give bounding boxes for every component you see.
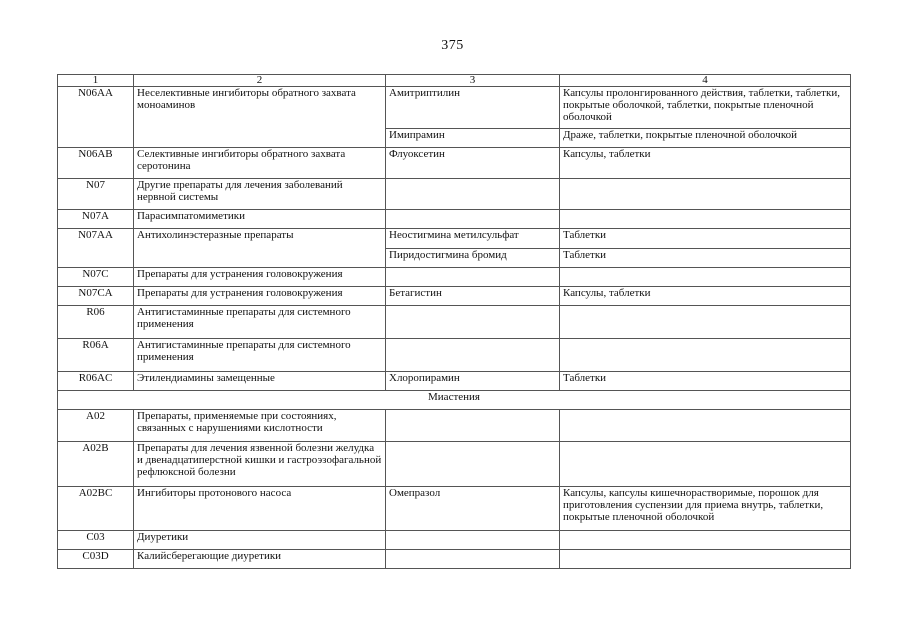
column-header: 1 bbox=[58, 75, 134, 87]
dosage-form-cell: Драже, таблетки, покрытые пленочной оболочкой bbox=[560, 129, 851, 148]
group-cell: Антихолинэстеразные препараты bbox=[134, 229, 386, 268]
table-row bbox=[58, 339, 851, 372]
dosage-form-cell bbox=[560, 531, 851, 550]
group-cell: Антигистаминные препараты для системного применения bbox=[134, 339, 386, 372]
dosage-form-cell bbox=[560, 268, 851, 287]
section-row bbox=[58, 391, 851, 410]
atc-code-cell: N07C bbox=[58, 268, 134, 287]
drug-table bbox=[57, 74, 851, 569]
dosage-form-cell bbox=[560, 179, 851, 210]
group-cell: Другие препараты для лечения заболеваний нервной системы bbox=[134, 179, 386, 210]
atc-code-cell: C03 bbox=[58, 531, 134, 550]
table-row bbox=[58, 148, 851, 179]
column-header: 3 bbox=[386, 75, 560, 87]
group-cell: Диуретики bbox=[134, 531, 386, 550]
table-row bbox=[58, 229, 851, 249]
dosage-form-cell: Капсулы пролонгированного действия, таблетки, таблетки, покрытые оболочкой, таблетки, покрытые пленочной оболочкой bbox=[560, 87, 851, 129]
atc-code-cell: R06 bbox=[58, 306, 134, 339]
drug-cell bbox=[386, 306, 560, 339]
group-cell: Препараты для устранения головокружения bbox=[134, 268, 386, 287]
drug-cell: Хлоропирамин bbox=[386, 372, 560, 391]
table-header-row bbox=[58, 75, 851, 87]
group-cell: Препараты, применяемые при состояниях, связанных с нарушениями кислотности bbox=[134, 410, 386, 442]
dosage-form-cell: Таблетки bbox=[560, 229, 851, 249]
table-row bbox=[58, 210, 851, 229]
table-row bbox=[58, 487, 851, 531]
atc-code-cell: A02B bbox=[58, 442, 134, 487]
dosage-form-cell bbox=[560, 210, 851, 229]
drug-cell bbox=[386, 210, 560, 229]
atc-code-cell: A02BC bbox=[58, 487, 134, 531]
atc-code-cell: N07AA bbox=[58, 229, 134, 268]
drug-cell: Бетагистин bbox=[386, 287, 560, 306]
atc-code-cell: R06AC bbox=[58, 372, 134, 391]
dosage-form-cell bbox=[560, 306, 851, 339]
drug-cell: Амитриптилин bbox=[386, 87, 560, 129]
page-number: 375 bbox=[441, 38, 464, 53]
drug-cell bbox=[386, 179, 560, 210]
group-cell: Этилендиамины замещенные bbox=[134, 372, 386, 391]
atc-code-cell: R06A bbox=[58, 339, 134, 372]
atc-code-cell: A02 bbox=[58, 410, 134, 442]
group-cell: Препараты для устранения головокружения bbox=[134, 287, 386, 306]
atc-code-cell: N07A bbox=[58, 210, 134, 229]
table-row bbox=[58, 87, 851, 129]
column-header: 4 bbox=[560, 75, 851, 87]
group-cell: Ингибиторы протонового насоса bbox=[134, 487, 386, 531]
drug-cell bbox=[386, 531, 560, 550]
table-row bbox=[58, 372, 851, 391]
atc-code-cell: N06AA bbox=[58, 87, 134, 148]
drug-cell bbox=[386, 410, 560, 442]
group-cell: Неселективные ингибиторы обратного захвата моноаминов bbox=[134, 87, 386, 148]
dosage-form-cell: Капсулы, капсулы кишечнорастворимые, порошок для приготовления суспензии для приема внутрь, таблетки, покрытые пленочной оболочкой bbox=[560, 487, 851, 531]
dosage-form-cell: Таблетки bbox=[560, 249, 851, 268]
dosage-form-cell bbox=[560, 442, 851, 487]
drug-cell: Пиридостигмина бромид bbox=[386, 249, 560, 268]
atc-code-cell: N06AB bbox=[58, 148, 134, 179]
dosage-form-cell bbox=[560, 410, 851, 442]
atc-code-cell: N07CA bbox=[58, 287, 134, 306]
atc-code-cell: N07 bbox=[58, 179, 134, 210]
group-cell: Парасимпатомиметики bbox=[134, 210, 386, 229]
dosage-form-cell: Таблетки bbox=[560, 372, 851, 391]
table-row bbox=[58, 287, 851, 306]
group-cell: Селективные ингибиторы обратного захвата серотонина bbox=[134, 148, 386, 179]
drug-cell bbox=[386, 550, 560, 569]
drug-cell: Флуоксетин bbox=[386, 148, 560, 179]
table-row bbox=[58, 550, 851, 569]
group-cell: Антигистаминные препараты для системного применения bbox=[134, 306, 386, 339]
dosage-form-cell bbox=[560, 339, 851, 372]
table-row bbox=[58, 410, 851, 442]
atc-code-cell: C03D bbox=[58, 550, 134, 569]
column-header: 2 bbox=[134, 75, 386, 87]
table-row bbox=[58, 268, 851, 287]
dosage-form-cell bbox=[560, 550, 851, 569]
dosage-form-cell: Капсулы, таблетки bbox=[560, 287, 851, 306]
group-cell: Препараты для лечения язвенной болезни желудка и двенадцатиперстной кишки и гастроэзофагальной рефлюксной болезни bbox=[134, 442, 386, 487]
dosage-form-cell: Капсулы, таблетки bbox=[560, 148, 851, 179]
drug-cell: Омепразол bbox=[386, 487, 560, 531]
drug-cell: Неостигмина метилсульфат bbox=[386, 229, 560, 249]
group-cell: Калийсберегающие диуретики bbox=[134, 550, 386, 569]
table-row bbox=[58, 442, 851, 487]
section-heading: Миастения bbox=[58, 391, 851, 410]
drug-cell bbox=[386, 442, 560, 487]
table-row bbox=[58, 306, 851, 339]
table-row bbox=[58, 531, 851, 550]
drug-cell: Имипрамин bbox=[386, 129, 560, 148]
table-row bbox=[58, 179, 851, 210]
drug-cell bbox=[386, 268, 560, 287]
drug-cell bbox=[386, 339, 560, 372]
